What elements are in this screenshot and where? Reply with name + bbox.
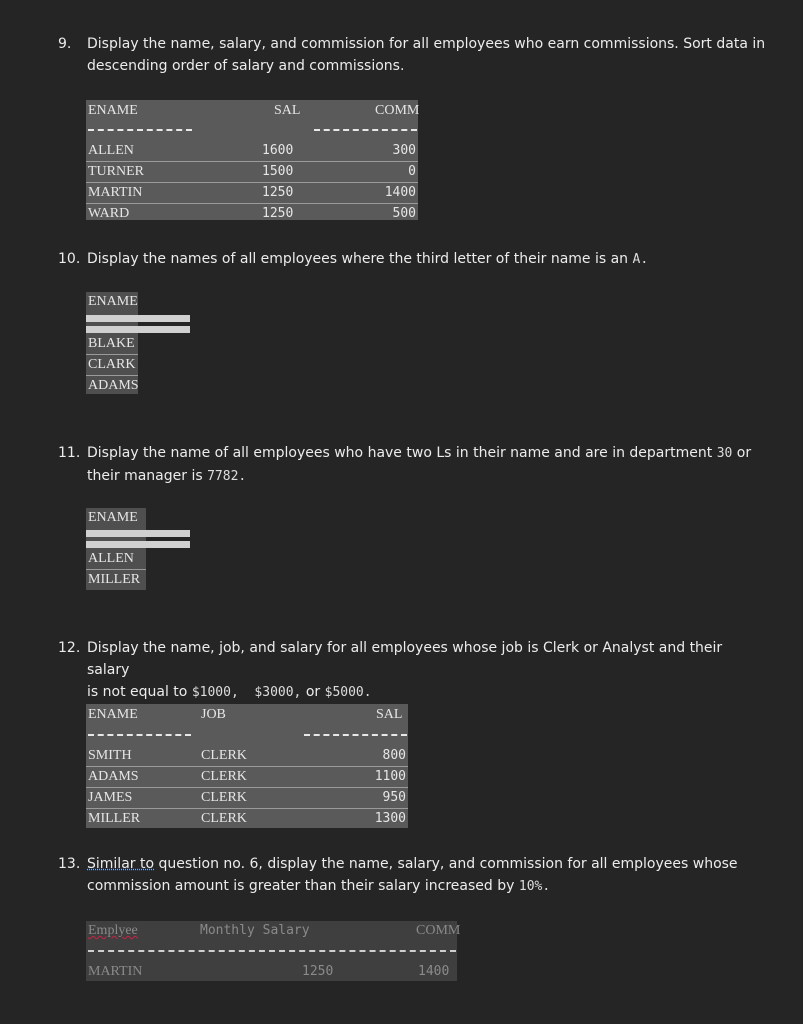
- table-cell: ADAMS: [88, 769, 139, 784]
- question-text: Display the names of all employees where the third letter of their name is an A.: [87, 251, 649, 267]
- table-cell: 800: [382, 748, 406, 763]
- question-number: 11.: [58, 445, 81, 461]
- table-cell: SMITH: [88, 748, 132, 763]
- table-cell: ADAMS: [88, 378, 139, 393]
- question-text: Display the name of all employees who have two Ls in their name and are in department 30 or their manager is 7782.: [87, 445, 752, 484]
- table-cell: ALLEN: [88, 551, 134, 566]
- table-cell: 1250: [302, 964, 334, 979]
- question-number: 12.: [58, 640, 81, 656]
- table-cell: 500: [392, 206, 416, 221]
- table-cell: WARD: [88, 206, 130, 221]
- column-header: JOB: [201, 707, 226, 722]
- table-cell: 300: [392, 143, 416, 158]
- table-cell: ALLEN: [88, 143, 134, 158]
- table-cell: 1250: [262, 206, 294, 221]
- table-cell: TURNER: [88, 164, 144, 179]
- table-cell: 0: [408, 164, 416, 179]
- table-cell: 1300: [374, 811, 406, 826]
- column-header: COMM: [375, 103, 420, 118]
- table-cell: MILLER: [88, 811, 141, 826]
- table-cell: 1500: [262, 164, 294, 179]
- column-header: SAL: [274, 103, 301, 118]
- table-cell: CLERK: [201, 790, 247, 805]
- question-text: Display the name, job, and salary for all employees whose job is Clerk or Analyst and their salary is not equal to $1000, $3000, or $5000.: [87, 640, 723, 700]
- question-reference-link[interactable]: Similar to: [87, 856, 155, 872]
- table-cell: CLERK: [201, 811, 247, 826]
- question-number: 13.: [58, 856, 81, 872]
- table-cell: 1400: [384, 185, 416, 200]
- table-cell: 1400: [418, 964, 450, 979]
- question-number: 9.: [58, 36, 72, 52]
- column-header: Monthly Salary: [200, 923, 310, 938]
- column-header: ENAME: [88, 294, 138, 309]
- table-cell: BLAKE: [88, 336, 135, 351]
- table-cell: CLERK: [201, 748, 247, 763]
- table-cell: MILLER: [88, 572, 141, 587]
- table-cell: MARTIN: [88, 185, 143, 200]
- column-header: Emplyee: [88, 923, 138, 938]
- question-number: 10.: [58, 251, 81, 267]
- table-cell: MARTIN: [88, 964, 143, 979]
- table-cell: CLERK: [201, 769, 247, 784]
- question-text: Display the name, salary, and commission for all employees who earn commissions. Sort data in descending order of salary and commissions.: [87, 36, 766, 74]
- table-cell: 1100: [374, 769, 406, 784]
- column-header: ENAME: [88, 707, 138, 722]
- column-header: COMM: [416, 923, 461, 938]
- column-header: SAL: [376, 707, 403, 722]
- table-cell: 950: [382, 790, 406, 805]
- table-cell: 1250: [262, 185, 294, 200]
- table-cell: JAMES: [88, 790, 133, 805]
- column-header: ENAME: [88, 103, 138, 118]
- table-cell: CLARK: [88, 357, 136, 372]
- question-text: Similar to question no. 6, display the name, salary, and commission for all employees whose commission amount is greater than their salary increased by 10%.: [87, 856, 738, 894]
- column-header: ENAME: [88, 510, 138, 525]
- table-cell: 1600: [262, 143, 294, 158]
